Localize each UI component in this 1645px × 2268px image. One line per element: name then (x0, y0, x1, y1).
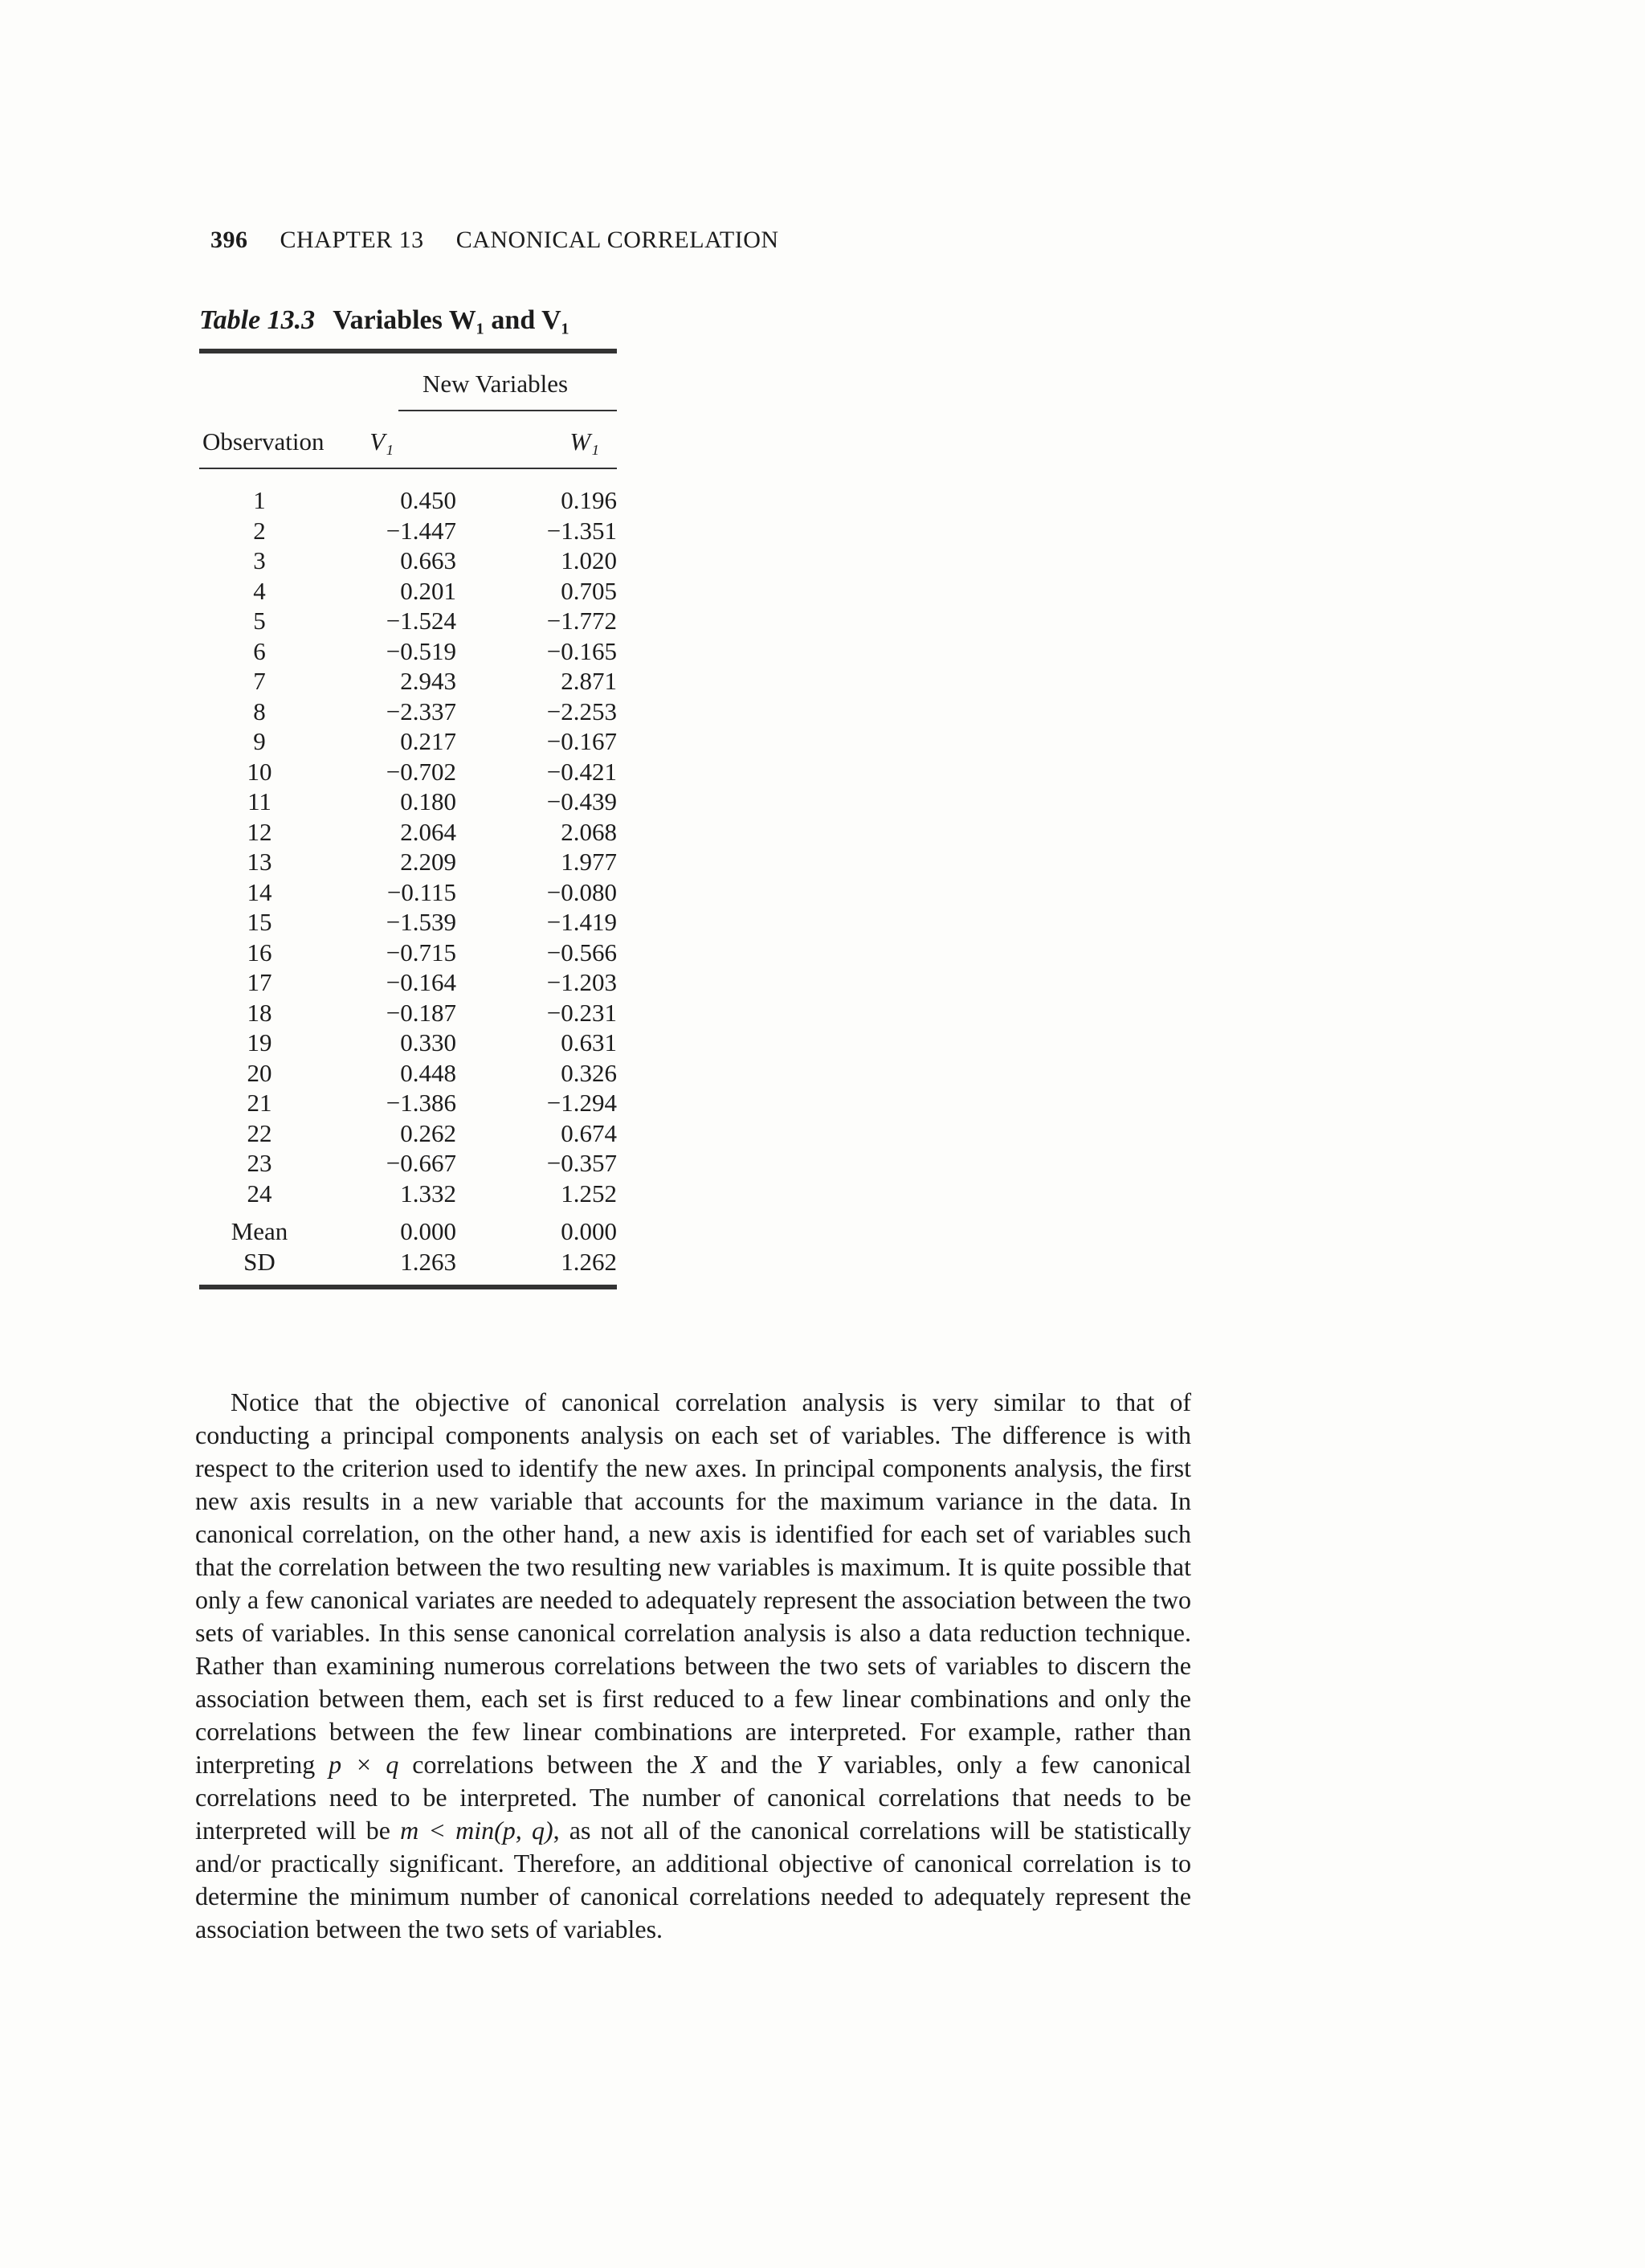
table-row (199, 998, 617, 1028)
table-row (199, 666, 617, 697)
v1-cell: 0.450 (400, 486, 456, 514)
v1-cell: 2.064 (400, 817, 456, 846)
table-header-row (199, 416, 617, 468)
table-row (199, 757, 617, 787)
v1-cell: 0.201 (400, 576, 456, 605)
v1-cell: 2.209 (400, 848, 456, 876)
observation-cell: 11 (247, 787, 271, 815)
table-row (199, 787, 617, 817)
table-summary-row (199, 1208, 617, 1247)
body-paragraph (195, 1386, 1191, 1946)
observation-cell: 23 (247, 1149, 272, 1177)
v1-cell: −1.386 (386, 1089, 456, 1117)
v1-cell: −0.187 (386, 998, 456, 1027)
w1-cell: 1.252 (561, 1179, 617, 1208)
w1-cell: 0.631 (561, 1028, 617, 1056)
table-row (199, 1118, 617, 1149)
observation-cell: 18 (247, 998, 272, 1027)
v1-cell: −2.337 (386, 697, 456, 725)
v1-cell: 0.262 (400, 1118, 456, 1147)
math-y: Y (815, 1750, 831, 1779)
group-header-label: New Variables (422, 370, 569, 398)
table-group-header (199, 353, 617, 416)
observation-cell: 1 (253, 486, 266, 514)
table-row (199, 907, 617, 938)
column-header-observation: Observation (199, 416, 360, 468)
observation-cell: 17 (247, 968, 272, 996)
w1-cell: −1.351 (546, 516, 617, 545)
v1-cell: −0.115 (386, 877, 456, 906)
table-caption-label: Table 13.3 (199, 305, 316, 335)
observation-cell: 14 (247, 877, 272, 906)
data-table (199, 416, 617, 1277)
observation-cell: 19 (247, 1028, 272, 1056)
v1-cell: 1.263 (400, 1247, 456, 1276)
table-row (199, 847, 617, 877)
table-row (199, 1179, 617, 1209)
column-header-v1: V₁ (360, 416, 456, 468)
group-header-rule (398, 410, 617, 411)
table-summary-row (199, 1247, 617, 1277)
w1-cell: −1.203 (546, 968, 617, 996)
w1-cell: −2.253 (546, 697, 617, 725)
table-row (199, 546, 617, 576)
observation-cell: 6 (253, 636, 266, 665)
w1-cell: −0.357 (546, 1149, 617, 1177)
w1-cell: −0.231 (546, 998, 617, 1027)
table-row (199, 1028, 617, 1058)
table-13-3 (199, 305, 617, 1289)
observation-cell: 13 (247, 848, 272, 876)
w1-cell: −0.165 (546, 636, 617, 665)
w1-cell: −0.080 (546, 877, 617, 906)
observation-cell: 16 (247, 938, 272, 966)
table-row (199, 576, 617, 607)
w1-cell: 1.262 (561, 1247, 617, 1276)
summary-label-cell: SD (243, 1247, 276, 1276)
table-row (199, 817, 617, 848)
w1-cell: 2.871 (561, 667, 617, 695)
observation-cell: 15 (247, 908, 272, 936)
w1-cell: 1.020 (561, 546, 617, 574)
v1-cell: 0.180 (400, 787, 456, 815)
table-row (199, 938, 617, 968)
chapter-label: CHAPTER 13 (280, 227, 424, 253)
w1-cell: 0.196 (561, 486, 617, 514)
v1-cell: 0.448 (400, 1058, 456, 1087)
table-row (199, 697, 617, 727)
observation-cell: 3 (253, 546, 266, 574)
w1-cell: 0.705 (561, 576, 617, 605)
table-caption (199, 305, 617, 336)
table-row (199, 636, 617, 667)
observation-cell: 24 (247, 1179, 272, 1208)
observation-cell: 12 (247, 817, 272, 846)
v1-cell: 0.663 (400, 546, 456, 574)
paragraph-text: variables, only a few canonical correlations need to be interpreted. The number of canonical correlations that needs to be interpreted will be (195, 1750, 1192, 1845)
w1-cell: 2.068 (561, 817, 617, 846)
v1-cell: −1.539 (386, 908, 456, 936)
v1-cell: 0.217 (400, 727, 456, 755)
w1-cell: 1.977 (561, 848, 617, 876)
math-m-less-min: m < min(p, q) (400, 1816, 553, 1845)
table-row (199, 1058, 617, 1089)
observation-cell: 20 (247, 1058, 272, 1087)
table-row (199, 468, 617, 516)
observation-cell: 9 (253, 727, 266, 755)
v1-cell: −1.447 (386, 516, 456, 545)
v1-cell: −0.702 (386, 757, 456, 786)
observation-cell: 7 (253, 667, 266, 695)
v1-cell: 1.332 (400, 1179, 456, 1208)
table-row (199, 967, 617, 998)
observation-cell: 22 (247, 1118, 272, 1147)
summary-label-cell: Mean (231, 1217, 288, 1245)
table-row (199, 606, 617, 636)
observation-cell: 5 (253, 607, 266, 635)
chapter-title: CANONICAL CORRELATION (455, 227, 779, 253)
table-row (199, 877, 617, 908)
table-row (199, 1148, 617, 1179)
paragraph-text: correlations between the (398, 1750, 692, 1779)
math-p-times-q: p × q (329, 1750, 399, 1779)
table-caption-title: Variables W₁ and V₁ (333, 305, 569, 335)
w1-cell: −1.772 (546, 607, 617, 635)
table-bottom-rule (199, 1285, 617, 1289)
running-header (210, 227, 779, 254)
v1-cell: −0.715 (386, 938, 456, 966)
w1-cell: 0.326 (561, 1058, 617, 1087)
v1-cell: 0.000 (400, 1217, 456, 1245)
paragraph-text: Notice that the objective of canonical correlation analysis is very similar to that of conducting a principal components analysis on each set of variables. The difference is with respect to the criterion used to identify the new axes. In principal components analysis, the first new axis results in a new variable that accounts for the maximum variance in the data. In canonical correlation, on the other hand, a new axis is identified for each set of variables such that the correlation between the two resulting new variables is maximum. It is quite possible that only a few canonical variates are needed to adequately represent the association between the two sets of variables. In this sense canonical correlation analysis is also a data reduction technique. Rather than examining numerous correlations between the two sets of variables to discern the association between them, each set is first reduced to a few linear combinations and only the correlations between the few linear combinations are interpreted. For example, rather than interpreting (195, 1387, 1191, 1779)
observation-cell: 2 (253, 516, 266, 545)
w1-cell: −1.419 (546, 908, 617, 936)
page-number: 396 (210, 227, 248, 253)
table-row (199, 516, 617, 546)
w1-cell: −0.439 (546, 787, 617, 815)
v1-cell: −1.524 (386, 607, 456, 635)
observation-cell: 21 (247, 1089, 272, 1117)
paragraph-text: and the (707, 1750, 816, 1779)
v1-cell: 2.943 (400, 667, 456, 695)
observation-cell: 4 (253, 576, 266, 605)
w1-cell: −0.566 (546, 938, 617, 966)
v1-cell: 0.330 (400, 1028, 456, 1056)
math-x: X (691, 1750, 708, 1779)
w1-cell: −0.421 (546, 757, 617, 786)
table-row (199, 726, 617, 757)
table-body (199, 468, 617, 1277)
w1-cell: −0.167 (546, 727, 617, 755)
observation-cell: 10 (247, 757, 272, 786)
table-row (199, 1088, 617, 1118)
w1-cell: 0.674 (561, 1118, 617, 1147)
v1-cell: −0.164 (386, 968, 456, 996)
v1-cell: −0.519 (386, 636, 456, 665)
paragraph-text: , as not all of the canonical correlations will be statistically and/or practically significant. Therefore, an additional objective of canonical correlation is to determine the minimum number of canonical correlations needed to adequately represent the association between the two sets of variables. (195, 1816, 1191, 1943)
observation-cell: 8 (253, 697, 266, 725)
v1-cell: −0.667 (386, 1149, 456, 1177)
w1-cell: −1.294 (546, 1089, 617, 1117)
w1-cell: 0.000 (561, 1217, 617, 1245)
column-header-w1: W₁ (456, 416, 617, 468)
